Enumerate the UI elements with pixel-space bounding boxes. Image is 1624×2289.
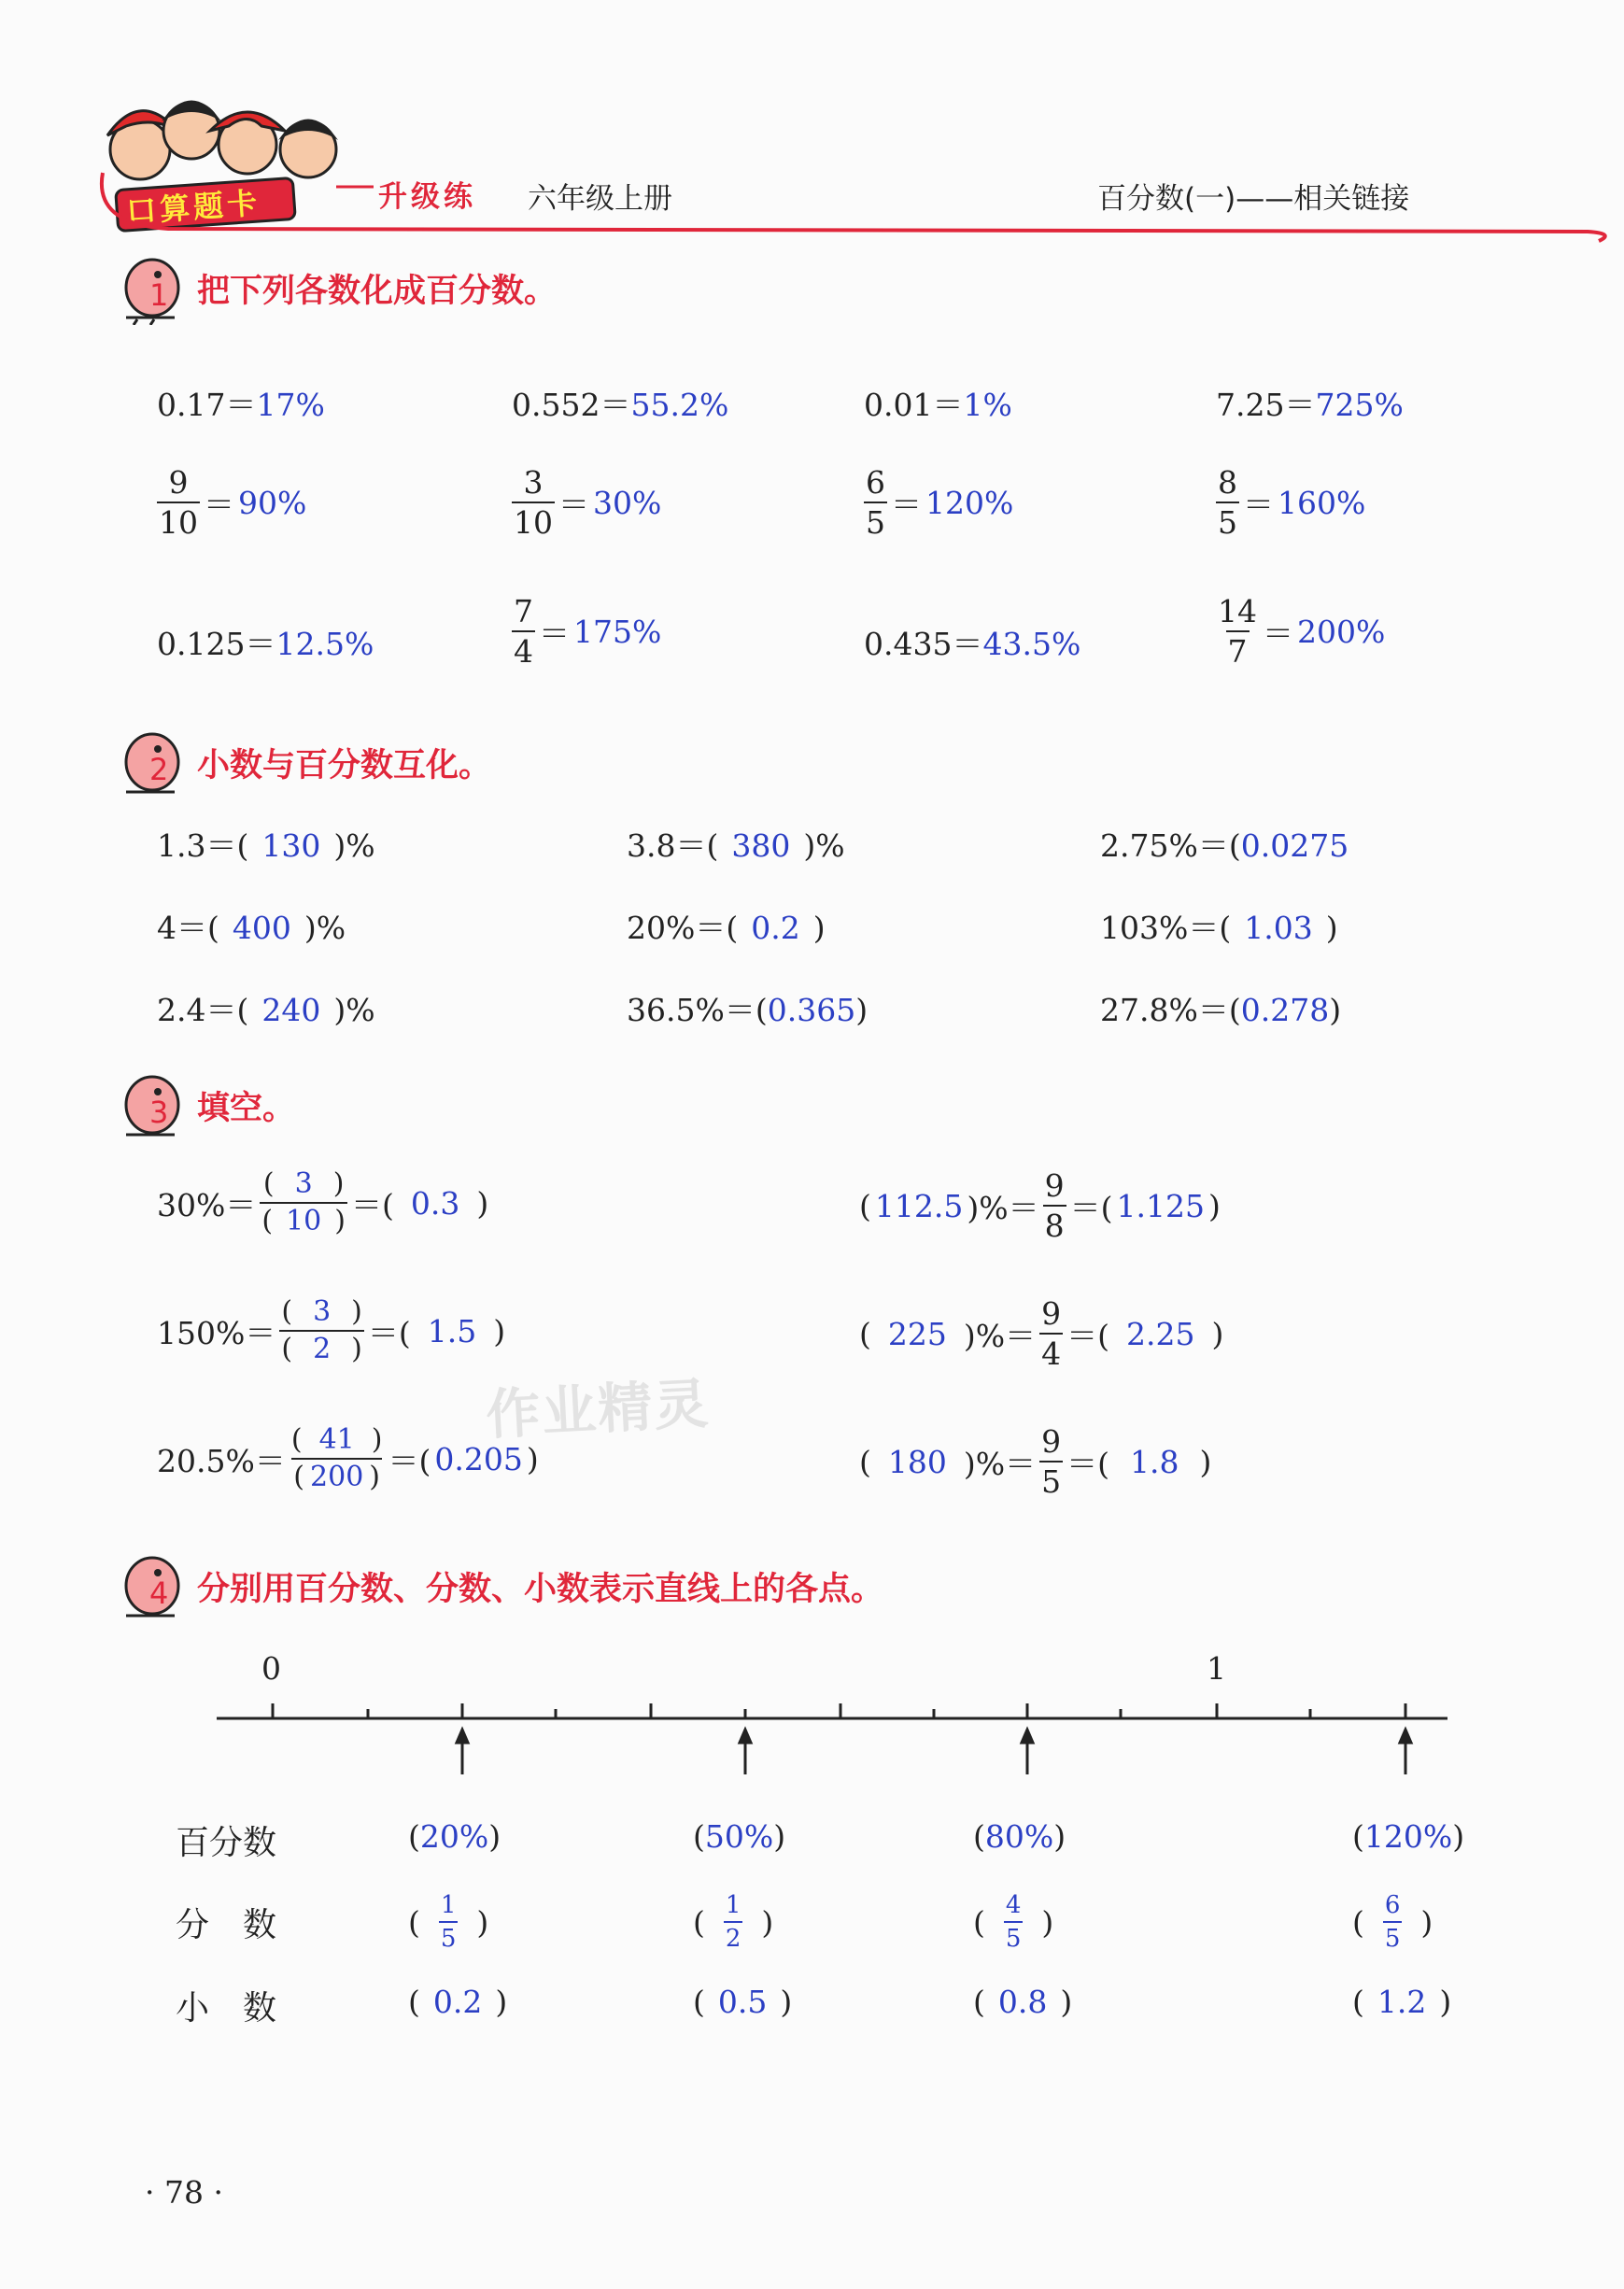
point-decimal: ( 0.2 ) (408, 1984, 508, 2020)
question: 0.17＝ (157, 387, 257, 423)
s2-item: 103%＝( 1.03 ) (1100, 910, 1338, 946)
fraction: $\frac{14}{7}$ (1218, 593, 1257, 670)
point-fraction: ( $\frac{1}{5}$ ) (408, 1891, 489, 1953)
s3-item: ( 112.5 )%＝ $\frac{9}{8}$ ＝( 1.125 ) (859, 1167, 1221, 1244)
s1-item (157, 381, 325, 425)
s1-item: $\frac{8}{5}$ ＝ 160% (1218, 464, 1366, 541)
fraction: $\frac{7}{4}$ (514, 593, 533, 670)
question: 7.25＝ (1216, 387, 1316, 423)
grade-label: 六年级上册 (528, 182, 672, 216)
s2-item: 36.5%＝(0.365) (627, 992, 868, 1028)
one-label: 1 (1207, 1650, 1226, 1687)
section-title: 把下列各数化成百分数。 (197, 273, 558, 310)
answer: 12.5% (275, 626, 374, 662)
answer: 30% (593, 484, 662, 521)
row-label-fraction: 分 数 (176, 1906, 277, 1944)
s1-item: $\frac{14}{7}$ ＝ 200% (1218, 593, 1386, 670)
section-number: 4 (149, 1575, 169, 1611)
fraction: $\frac{3}{10}$ (514, 464, 553, 541)
s2-item: 20%＝( 0.2 ) (627, 910, 826, 946)
point-decimal: ( 0.5 ) (693, 1984, 793, 2020)
topic-label: 百分数(一)——相关链接 (1097, 182, 1410, 216)
answer: 160% (1278, 484, 1366, 521)
point-percent: (50%) (693, 1818, 786, 1855)
section-4-heading (117, 1550, 883, 1623)
answer: 725% (1315, 387, 1404, 423)
s1-item: $\frac{9}{10}$ ＝ 90% (159, 464, 307, 541)
fraction: $\frac{8}{5}$ (1218, 464, 1237, 541)
answer: 1% (963, 387, 1012, 423)
section-title: 分别用百分数、分数、小数表示直线上的各点。 (197, 1571, 884, 1608)
s1-item (512, 381, 728, 425)
header (0, 0, 1624, 243)
s3-item: ( 180 )%＝ $\frac{9}{5}$ ＝( 1.8 ) (859, 1423, 1212, 1500)
question: 0.552＝ (512, 387, 631, 423)
point-percent: (80%) (973, 1818, 1066, 1855)
point-decimal: ( 1.2 ) (1352, 1984, 1452, 2020)
fraction: $\frac{6}{5}$ (866, 464, 885, 541)
s2-item: 27.8%＝(0.278) (1100, 992, 1342, 1028)
s2-item: 2.75%＝(0.0275 (1100, 827, 1349, 864)
fraction: $\frac{9}{10}$ (159, 464, 198, 541)
s2-item: 1.3＝( 130 )% (157, 827, 375, 864)
logo-text: 口算题卡 (124, 185, 262, 230)
section-3-heading (117, 1069, 295, 1142)
section-number: 1 (149, 277, 169, 313)
s2-item: 2.4＝( 240 )% (157, 992, 375, 1028)
fraction: $\frac{9}{5}$ (1041, 1423, 1062, 1500)
point-fraction: ( $\frac{1}{2}$ ) (693, 1891, 774, 1953)
s1-item (864, 620, 1080, 664)
section-title: 小数与百分数互化。 (197, 747, 492, 784)
fraction: $\frac{( 3 )}{( 10 )}$ (261, 1167, 346, 1237)
answer: 43.5% (982, 626, 1081, 662)
row-label-percent: 百分数 (176, 1824, 277, 1862)
s2-item: 4＝( 400 )% (157, 910, 346, 946)
s3-item: ( 225 )%＝ $\frac{9}{4}$ ＝( 2.25 ) (859, 1295, 1224, 1372)
section-title: 填空。 (197, 1090, 296, 1127)
section-number: 3 (149, 1095, 169, 1130)
number-line (0, 1644, 1624, 1793)
s3-item: 20.5%＝ $\frac{( 41 )}{( 200 )}$ ＝( 0.205 ) (157, 1423, 539, 1493)
section-number: 2 (149, 752, 169, 787)
row-label-decimal: 小 数 (176, 1989, 277, 2028)
question: 0.01＝ (864, 387, 964, 423)
tick-marks (273, 1703, 1405, 1718)
s1-item (864, 381, 1012, 425)
s1-item (1216, 381, 1404, 425)
s1-item (157, 620, 374, 664)
answer: 200% (1297, 613, 1386, 650)
section-1-heading (117, 252, 557, 325)
watermark: 作业精灵 (484, 1371, 712, 1448)
s1-item: $\frac{3}{10}$ ＝ 30% (514, 464, 662, 541)
page-number: · 78 · (145, 2174, 223, 2211)
answer: 17% (256, 387, 325, 423)
section-2-heading (117, 727, 491, 799)
fraction: $\frac{9}{4}$ (1041, 1295, 1062, 1372)
fraction: $\frac{( 3 )}{( 2 )}$ (281, 1295, 362, 1365)
s1-item: $\frac{7}{4}$ ＝ 175% (514, 593, 662, 670)
point-fraction: ( $\frac{6}{5}$ ) (1352, 1891, 1433, 1953)
point-percent: (120%) (1352, 1818, 1465, 1855)
answer: 120% (925, 484, 1014, 521)
s3-item: 150%＝ $\frac{( 3 )}{( 2 )}$ ＝( 1.5 ) (157, 1295, 506, 1365)
answer: 55.2% (630, 387, 729, 423)
series-label: 升级练 (378, 180, 476, 214)
zero-label: 0 (261, 1650, 281, 1687)
answer: 175% (573, 613, 662, 650)
s2-item: 3.8＝( 380 )% (627, 827, 845, 864)
fraction: $\frac{9}{8}$ (1044, 1167, 1065, 1244)
question: 0.125＝ (157, 626, 276, 662)
fraction: $\frac{( 41 )}{( 200 )}$ (290, 1423, 383, 1493)
point-decimal: ( 0.8 ) (973, 1984, 1073, 2020)
question: 0.435＝ (864, 626, 983, 662)
point-fraction: ( $\frac{4}{5}$ ) (973, 1891, 1054, 1953)
s1-item: $\frac{6}{5}$ ＝ 120% (866, 464, 1014, 541)
answer: 90% (238, 484, 307, 521)
point-percent: (20%) (408, 1818, 501, 1855)
s3-item: 30%＝ $\frac{( 3 )}{( 10 )}$ ＝( 0.3 ) (157, 1167, 489, 1237)
